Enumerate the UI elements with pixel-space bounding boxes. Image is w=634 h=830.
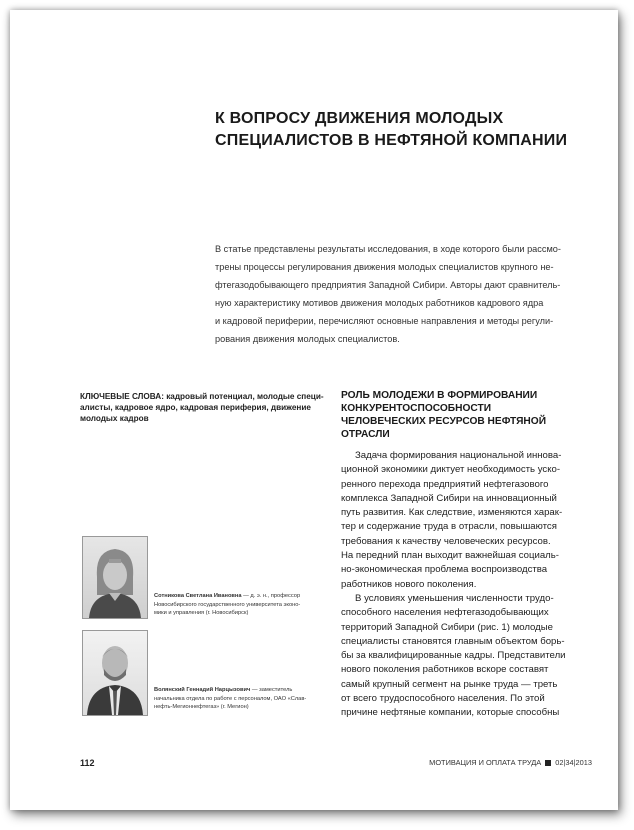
section-heading-line: РОЛЬ МОЛОДЕЖИ В ФОРМИРОВАНИИ <box>341 390 538 401</box>
body-line: специалисты становятся главным объектом борь- <box>341 635 565 647</box>
body-line: самый крупный сегмент на рынке труда — треть <box>341 678 558 690</box>
keywords-line: алисты, кадровое ядро, кадровая периферия, движение <box>80 403 311 412</box>
author-bio-line: нефть-Мегионнефтегаз» (г. Мегион) <box>154 704 249 711</box>
body-line: бы за квалифицированные кадры. Представители <box>341 650 566 662</box>
author-name: Волянский Геннадий Нарцызович <box>154 687 251 693</box>
abstract-line: В статье представлены результаты исследования, в ходе которого были рассмо- <box>215 244 561 254</box>
body-line: комплекса Западной Сибири на инновационный <box>341 492 557 504</box>
body-line: требования к качеству человеческих ресурсов. <box>341 535 551 547</box>
body-line: Задача формирования национальной иннова- <box>355 450 562 461</box>
journal-page <box>10 10 618 810</box>
journal-issue: 02|34|2013 <box>555 758 592 767</box>
journal-name: МОТИВАЦИЯ И ОПЛАТА ТРУДА <box>429 758 542 767</box>
body-line: ционной экономики диктует необходимость уско- <box>341 464 561 476</box>
author-bio-line: мики и управления (г. Новосибирск) <box>154 610 249 617</box>
author-bio-line: начальника отдела по работе с персоналом, ОАО «Слав- <box>154 695 307 702</box>
abstract-line: трены процессы регулирования движения молодых специалистов крупного не- <box>215 262 554 272</box>
abstract-line: ную характеристику мотивов движения молодых работников кадрового ядра <box>215 298 544 308</box>
body-line: путь развития. Как следствие, изменяются харак- <box>341 507 563 519</box>
body-line: причине нефтяные компании, которые способны <box>341 707 560 719</box>
title-line: СПЕЦИАЛИСТОВ В НЕФТЯНОЙ КОМПАНИИ <box>215 132 568 149</box>
author-photo-sotnikova <box>82 536 148 619</box>
author-photo-volyansky <box>82 630 148 716</box>
section-heading-line: ЧЕЛОВЕЧЕСКИХ РЕСУРСОВ НЕФТЯНОЙ <box>341 416 547 427</box>
abstract-line: и кадровой периферии, перечисляют основные направления и методы регули- <box>215 316 554 326</box>
body-line: от всего трудоспособного населения. По этой <box>341 693 545 705</box>
keywords-block <box>80 391 324 424</box>
body-line: тер и содержание труда в отрасли, повышаются <box>341 521 557 533</box>
body-line: В условиях уменьшения численности трудо- <box>355 592 554 604</box>
article-title <box>215 108 595 152</box>
abstract-line: фтегазодобывающего предприятия Западной Сибири. Авторы дают сравнитель- <box>215 280 561 290</box>
body-text <box>341 449 601 721</box>
body-line: способного населения нефтегазодобывающих <box>341 607 549 619</box>
article-abstract <box>215 240 605 348</box>
author-bio-1 <box>154 592 334 618</box>
author-bio-2 <box>154 686 334 712</box>
body-line: нового поколения работников вскоре составят <box>341 664 549 676</box>
section-heading <box>341 389 601 441</box>
section-heading-line: КОНКУРЕНТОСПОСОБНОСТИ <box>341 403 492 414</box>
body-line: но-экономическая проблема воспроизводства <box>341 564 548 576</box>
body-line: На передний план выходит важнейшая социаль- <box>341 550 559 562</box>
keywords-line: молодых кадров <box>80 414 149 423</box>
author-bio-line: Новосибирского государственного университета эконо- <box>154 601 301 608</box>
square-icon <box>545 760 551 766</box>
author-bio-line: — заместитель <box>250 687 293 693</box>
journal-footer <box>429 758 592 767</box>
body-line: территорий Западной Сибири (рис. 1) молодые <box>341 621 554 633</box>
author-name: Сотникова Светлана Ивановна <box>154 593 242 599</box>
title-line: К ВОПРОСУ ДВИЖЕНИЯ МОЛОДЫХ <box>215 110 504 127</box>
author-bio-line: — д. э. н., профессор <box>241 593 301 599</box>
page-number: 112 <box>80 758 95 768</box>
keywords-line: КЛЮЧЕВЫЕ СЛОВА: кадровый потенциал, молодые специ- <box>80 392 324 401</box>
body-line: работников нового поколения. <box>341 578 477 590</box>
body-line: ренного перехода предприятий нефтегазового <box>341 478 549 490</box>
section-heading-line: ОТРАСЛИ <box>341 429 390 440</box>
abstract-line: рования движения молодых специалистов. <box>215 334 400 344</box>
